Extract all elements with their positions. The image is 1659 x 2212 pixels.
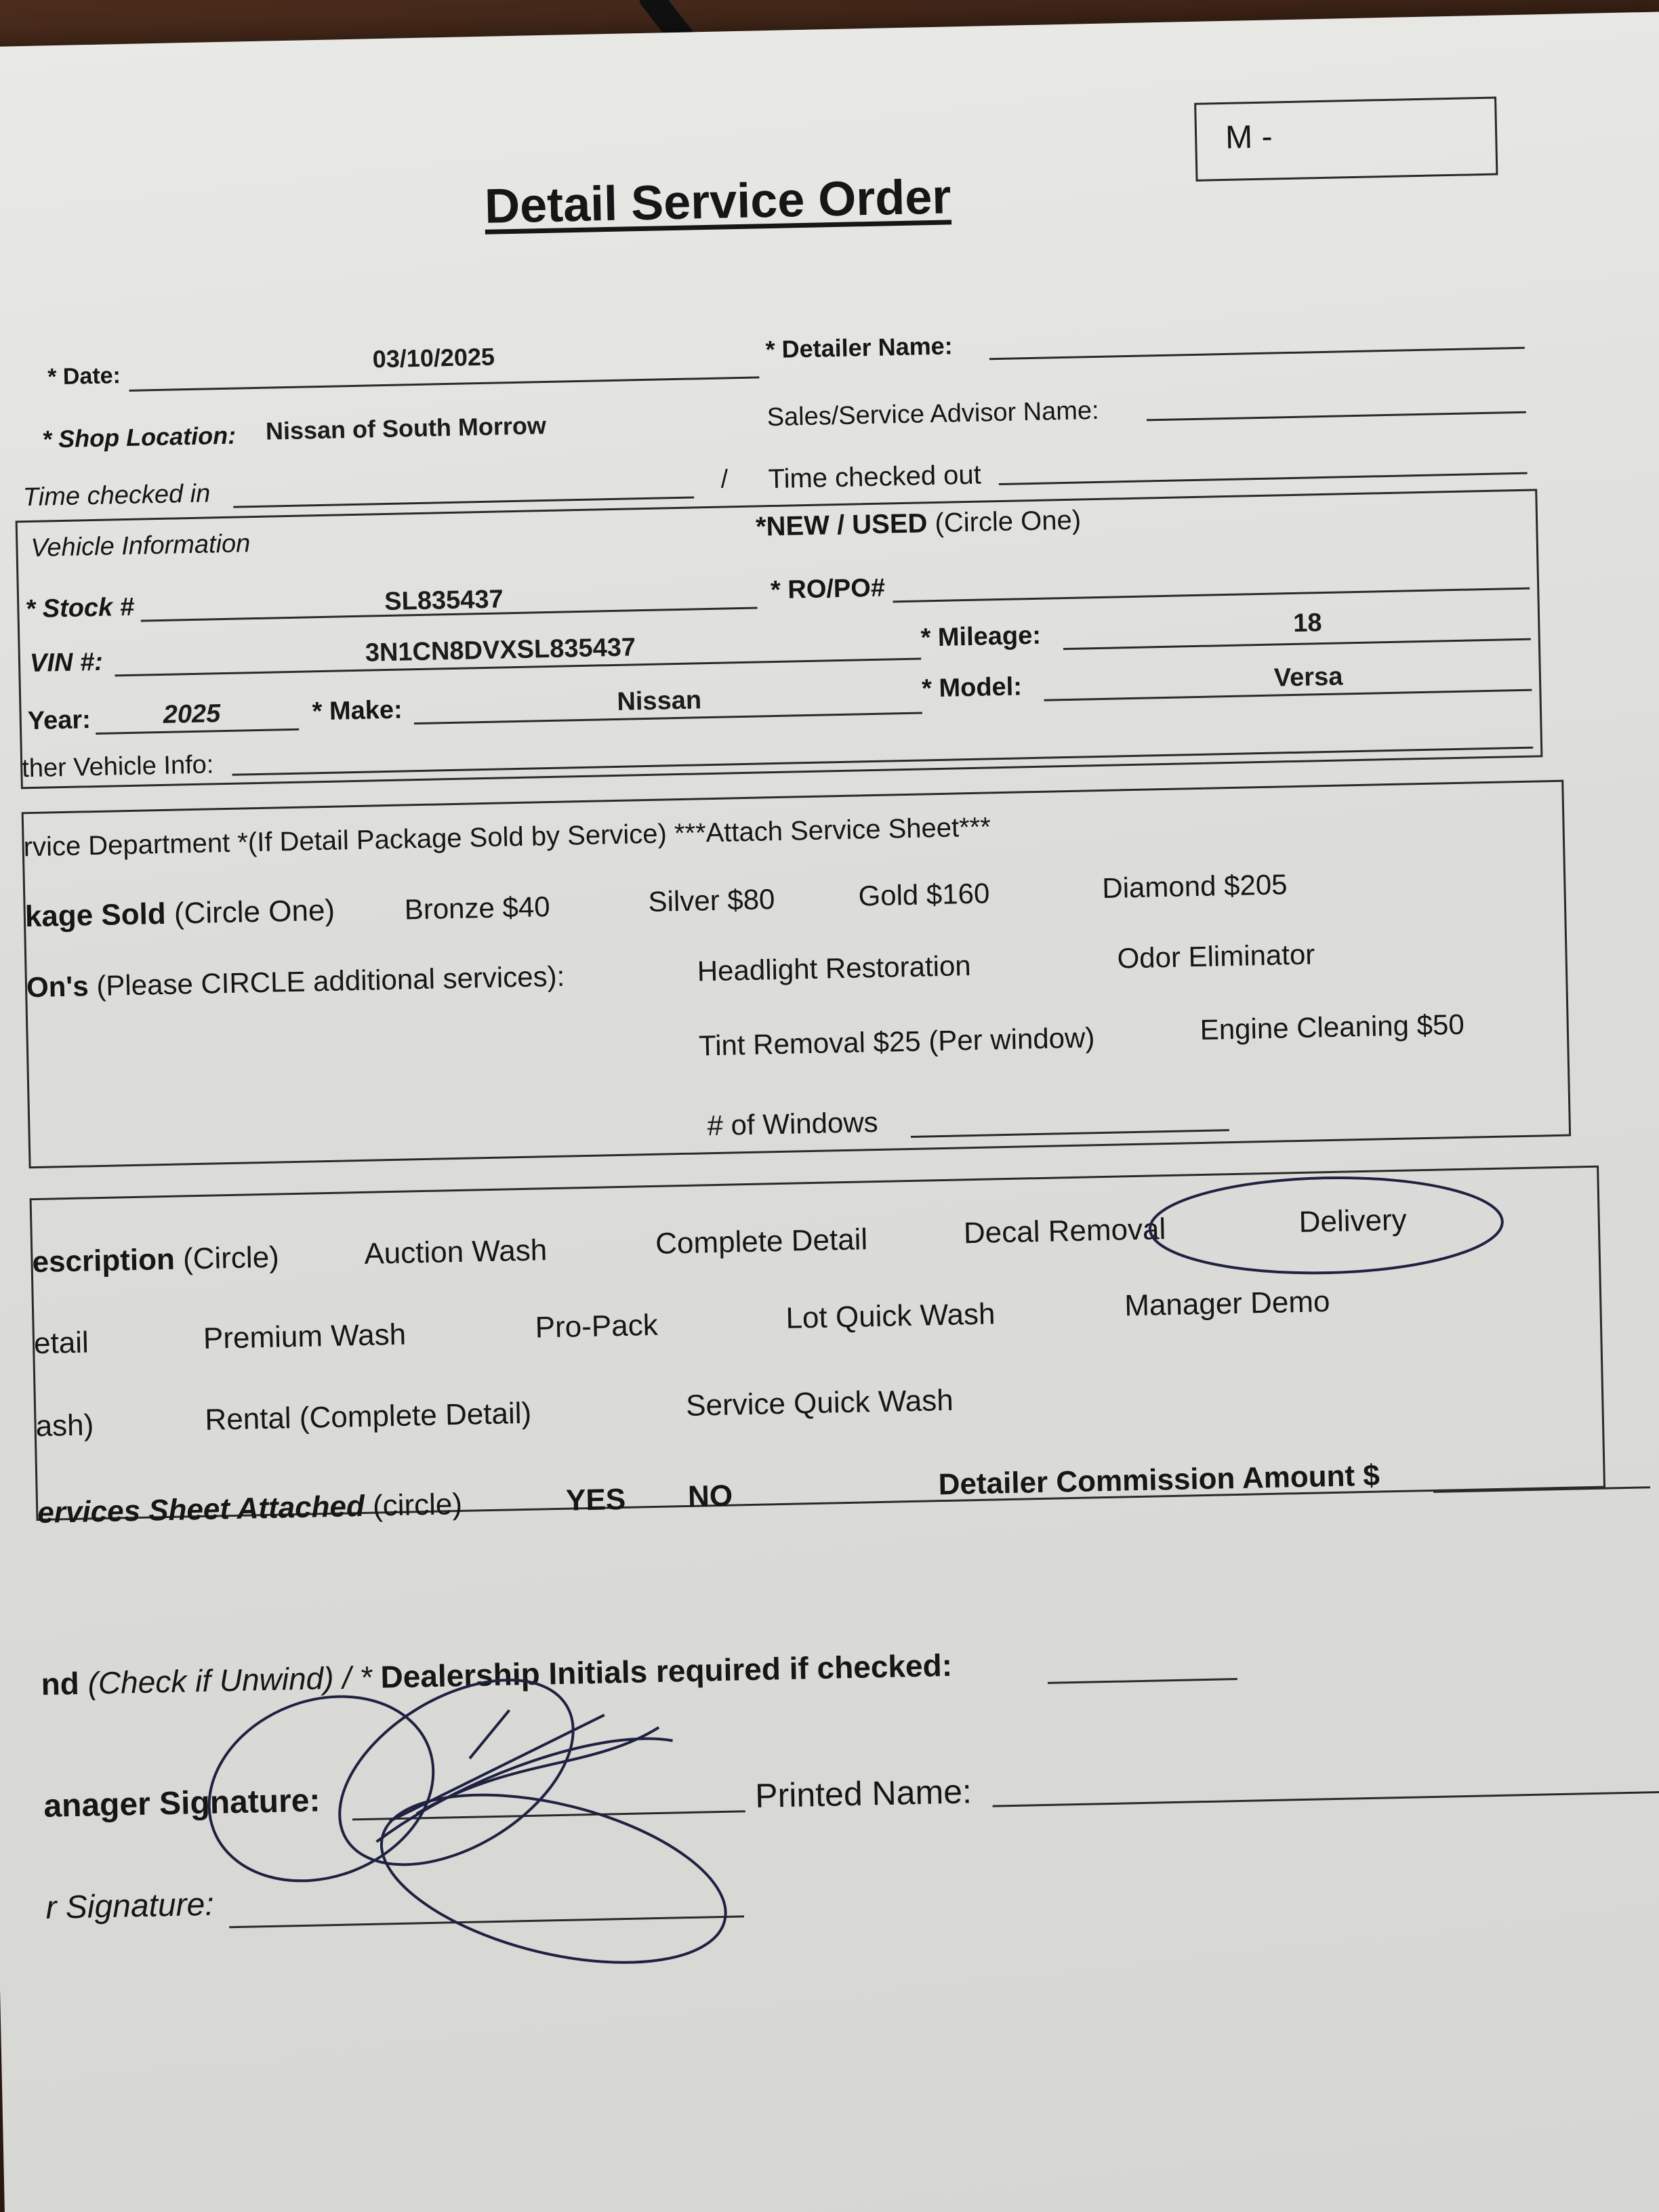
addons-hint: (Please CIRCLE additional services):: [96, 960, 565, 1002]
windows-label: # of Windows: [707, 1105, 879, 1142]
m-number-label: M -: [1225, 119, 1273, 156]
option-complete-detail: Complete Detail: [655, 1223, 868, 1261]
mileage-label: * Mileage:: [920, 621, 1042, 653]
signature-scribble: [180, 1637, 745, 2004]
addon-tint-removal: Tint Removal $25 (Per window): [698, 1021, 1095, 1062]
new-used-hint: (Circle One): [935, 505, 1082, 539]
stock-value: SL835437: [384, 585, 504, 617]
time-out-label: Time checked out: [768, 459, 982, 495]
option-delivery: Delivery: [1298, 1203, 1408, 1239]
page-title: Detail Service Order: [484, 169, 952, 234]
package-sold-text: kage Sold: [24, 897, 167, 934]
other-vehicle-info-label: ther Vehicle Info:: [21, 750, 214, 783]
description-hint: (Circle): [182, 1240, 280, 1276]
dealership-initials-label: Dealership Initials required if checked:: [380, 1647, 953, 1695]
option-pro-pack: Pro-Pack: [535, 1308, 659, 1345]
model-value: Versa: [1273, 662, 1343, 693]
shop-location-value: Nissan of South Morrow: [265, 411, 547, 445]
option-wash: ash): [35, 1408, 94, 1443]
package-gold: Gold $160: [858, 877, 990, 912]
option-manager-demo: Manager Demo: [1124, 1285, 1330, 1323]
services-sheet-hint: (circle): [372, 1487, 463, 1523]
option-auction-wash: Auction Wash: [363, 1233, 548, 1271]
vin-value: 3N1CN8DVXSL835437: [365, 633, 636, 668]
shop-location-label: * Shop Location:: [41, 421, 237, 453]
time-separator: /: [720, 465, 729, 494]
year-label: Year:: [27, 705, 91, 736]
date-value: 03/10/2025: [372, 342, 495, 373]
delivery-circle-mark: [1149, 1174, 1503, 1277]
services-sheet-text: ervices Sheet Attached: [37, 1489, 365, 1530]
addon-odor-eliminator: Odor Eliminator: [1117, 938, 1315, 975]
commission-label: Detailer Commission Amount $: [938, 1458, 1380, 1502]
r-signature-label: r Signature:: [45, 1886, 215, 1926]
package-diamond: Diamond $205: [1101, 868, 1288, 904]
services-sheet-no: NO: [687, 1479, 733, 1513]
addons-text: On's: [26, 970, 89, 1004]
service-order-sheet: [0, 12, 1659, 2212]
option-lot-quick-wash: Lot Quick Wash: [785, 1297, 996, 1335]
time-in-label: Time checked in: [22, 479, 211, 512]
ro-po-label: * RO/PO#: [770, 573, 886, 605]
description-text: escription: [32, 1242, 176, 1279]
unwind-hint: (Check if Unwind) / *: [87, 1659, 373, 1701]
model-label: * Model:: [921, 672, 1023, 703]
service-department-header: rvice Department *(If Detail Package Sold by Service) ***Attach Service Sheet***: [23, 812, 991, 863]
addon-headlight-restoration: Headlight Restoration: [697, 949, 972, 987]
addon-engine-cleaning: Engine Cleaning $50: [1200, 1008, 1465, 1046]
year-value: 2025: [163, 699, 221, 729]
option-premium-wash: Premium Wash: [203, 1317, 407, 1355]
option-decal-removal: Decal Removal: [963, 1212, 1166, 1250]
package-sold-hint: (Circle One): [173, 893, 335, 930]
mileage-value: 18: [1292, 609, 1322, 638]
make-value: Nissan: [617, 686, 702, 716]
package-silver: Silver $80: [648, 883, 775, 918]
unwind-text: nd: [41, 1665, 80, 1702]
printed-name-label: Printed Name:: [754, 1772, 972, 1815]
services-sheet-yes: YES: [565, 1482, 626, 1517]
date-label: * Date:: [47, 363, 121, 390]
option-service-quick-wash: Service Quick Wash: [685, 1383, 954, 1422]
make-label: * Make:: [312, 695, 403, 726]
detailer-name-label: * Detailer Name:: [765, 331, 954, 364]
package-bronze: Bronze $40: [404, 890, 551, 926]
pen-marks: [0, 12, 1659, 2212]
vin-label: VIN #:: [29, 647, 104, 678]
stock-label: * Stock #: [24, 592, 135, 624]
manager-signature-label: anager Signature:: [43, 1782, 321, 1824]
advisor-name-label: Sales/Service Advisor Name:: [766, 396, 1100, 432]
vehicle-info-label: Vehicle Information: [30, 529, 251, 562]
option-rental: Rental (Complete Detail): [204, 1396, 532, 1437]
option-detail: etail: [33, 1326, 89, 1361]
new-used-text: *NEW / USED: [755, 508, 928, 542]
